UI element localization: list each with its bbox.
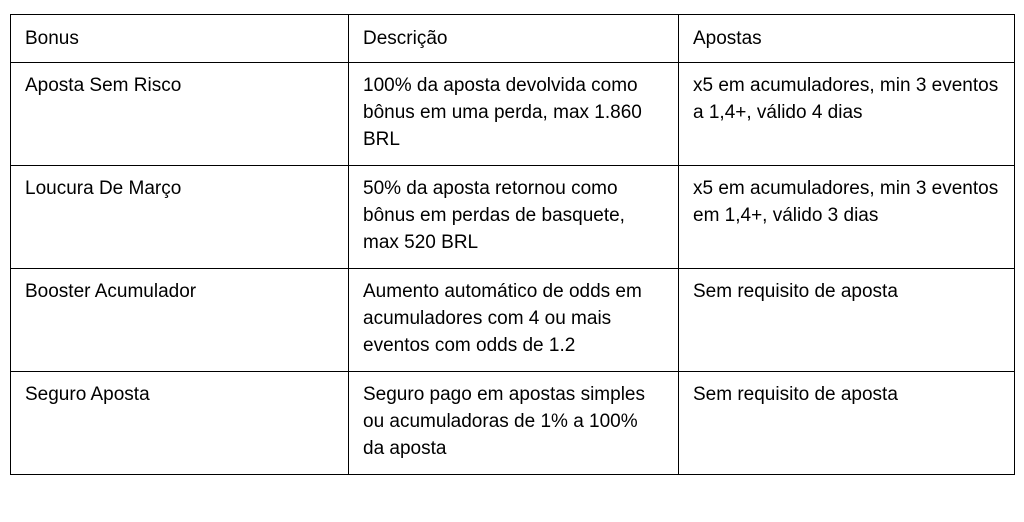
cell-apostas [679, 166, 1015, 269]
bonus-table [10, 14, 1015, 475]
column-header-bonus-label: Bonus [25, 28, 79, 49]
column-header-descricao-label: Descrição [363, 28, 448, 49]
table-header [11, 15, 1015, 63]
column-header-apostas [679, 15, 1015, 63]
column-header-bonus [11, 15, 349, 63]
cell-bonus [11, 269, 349, 372]
cell-apostas [679, 269, 1015, 372]
cell-descricao-text: 100% da aposta devolvida como bônus em uma perda, max 1.860 BRL [363, 75, 642, 150]
cell-bonus-text: Loucura De Março [25, 178, 182, 199]
cell-descricao [349, 63, 679, 166]
column-header-descricao [349, 15, 679, 63]
cell-descricao-text: Aumento automático de odds em acumuladores com 4 ou mais eventos com odds de 1.2 [363, 281, 642, 356]
cell-descricao [349, 166, 679, 269]
cell-bonus-text: Aposta Sem Risco [25, 75, 182, 96]
cell-bonus [11, 166, 349, 269]
cell-apostas-text: x5 em acumuladores, min 3 eventos a 1,4+, válido 4 dias [693, 75, 999, 123]
cell-apostas [679, 63, 1015, 166]
cell-apostas [679, 372, 1015, 475]
cell-bonus-text: Booster Acumulador [25, 281, 197, 302]
cell-apostas-text: Sem requisito de aposta [693, 384, 898, 405]
cell-descricao-text: Seguro pago em apostas simples ou acumuladoras de 1% a 100% da aposta [363, 384, 645, 459]
table-row [11, 269, 1015, 372]
cell-apostas-text: x5 em acumuladores, min 3 eventos em 1,4+, válido 3 dias [693, 178, 999, 226]
cell-descricao [349, 269, 679, 372]
table-header-row [11, 15, 1015, 63]
cell-bonus-text: Seguro Aposta [25, 384, 150, 405]
column-header-apostas-label: Apostas [693, 28, 762, 49]
table-row [11, 63, 1015, 166]
cell-descricao-text: 50% da aposta retornou como bônus em perdas de basquete, max 520 BRL [363, 178, 625, 253]
table-body [11, 63, 1015, 475]
table-row [11, 166, 1015, 269]
cell-bonus [11, 372, 349, 475]
cell-descricao [349, 372, 679, 475]
cell-bonus [11, 63, 349, 166]
table-row [11, 372, 1015, 475]
cell-apostas-text: Sem requisito de aposta [693, 281, 898, 302]
